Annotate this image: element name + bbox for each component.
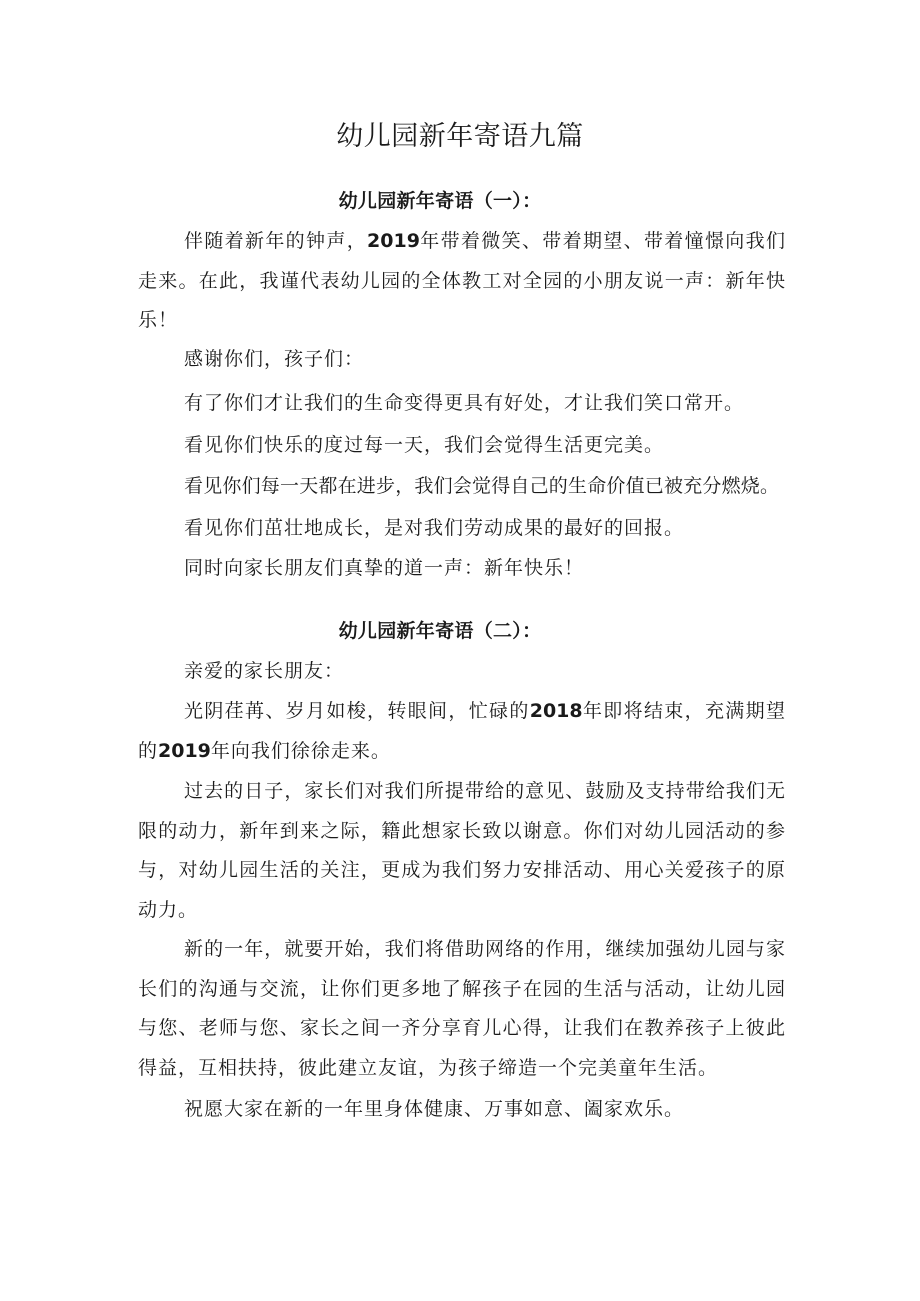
paragraph: 看见你们每一天都在进步，我们会觉得自己的生命价值已被充分燃烧。 bbox=[184, 475, 780, 497]
paragraph: 新的一年，就要开始，我们将借助网络的作用，继续加强幼儿园与家长们的沟通与交流，让你们更多地了解孩子在园的生活与活动，让幼儿园与您、老师与您、家长之间一齐分享育儿心得，让我们在教养孩子上彼此得益，互相扶持，彼此建立友谊，为孩子缔造一个完美童年生活。 bbox=[138, 938, 786, 1079]
paragraph-text: 年向我们徐徐走来。 bbox=[210, 739, 391, 762]
paragraph: 感谢你们，孩子们： bbox=[184, 348, 365, 370]
paragraph-text: 年带着微笑、带着期望、带着憧憬向我们走来。在此，我谨代表幼儿园的全体教工对全园的小朋友说一声：新年快乐！ bbox=[138, 230, 786, 331]
paragraph: 祝愿大家在新的一年里身体健康、万事如意、阖家欢乐。 bbox=[184, 1098, 685, 1120]
year-number: 2018 bbox=[529, 700, 583, 722]
paragraph: 过去的日子，家长们对我们所提带给的意见、鼓励及支持带给我们无限的动力，新年到来之际，籍此想家长致以谢意。你们对幼儿园活动的参与，对幼儿园生活的关注，更成为我们努力安排活动、用心关爱孩子的原动力。 bbox=[138, 780, 786, 921]
paragraph-text: 年即将结束，充满期望的 bbox=[138, 700, 786, 762]
paragraph bbox=[138, 222, 786, 341]
year-number: 2019 bbox=[367, 230, 420, 252]
paragraph: 亲爱的家长朋友： bbox=[184, 660, 345, 682]
year-number: 2019 bbox=[158, 739, 211, 762]
section-heading-2: 幼儿园新年寄语（二）： bbox=[338, 620, 542, 642]
paragraph: 看见你们快乐的度过每一天，我们会觉得生活更完美。 bbox=[184, 434, 665, 456]
paragraph: 有了你们才让我们的生命变得更具有好处，才让我们笑口常开。 bbox=[184, 392, 745, 414]
paragraph: 看见你们茁壮地成长，是对我们劳动成果的最好的回报。 bbox=[184, 517, 685, 539]
paragraph: 同时向家长朋友们真挚的道一声：新年快乐！ bbox=[184, 557, 585, 579]
paragraph bbox=[138, 692, 786, 771]
section-heading-1: 幼儿园新年寄语（一）： bbox=[338, 190, 542, 212]
paragraph-text: 伴随着新年的钟声， bbox=[184, 230, 368, 252]
document-title: 幼儿园新年寄语九篇 bbox=[336, 121, 584, 152]
paragraph-text: 光阴荏苒、岁月如梭，转眼间，忙碌的 bbox=[184, 700, 530, 722]
